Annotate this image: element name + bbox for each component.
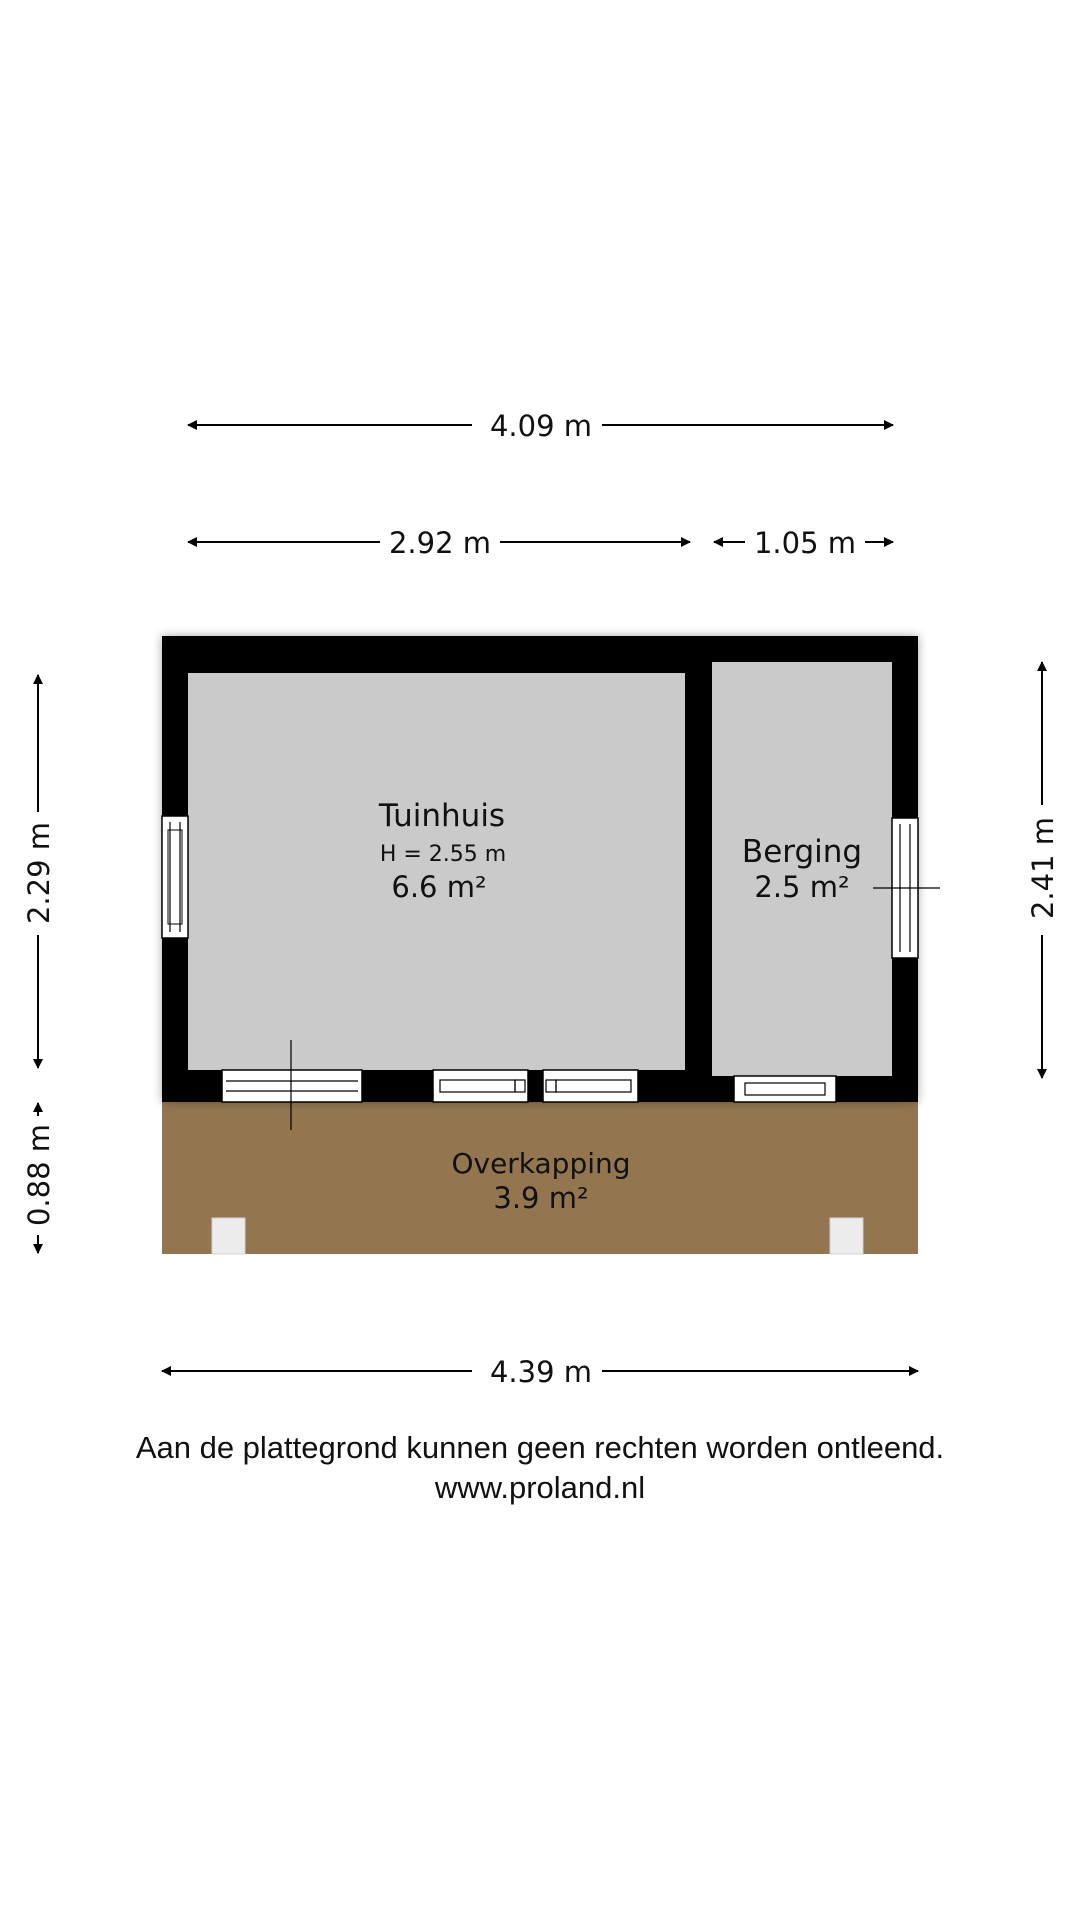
dimension-top-right-label: 1.05 m bbox=[753, 526, 857, 560]
canopy-post-right bbox=[830, 1218, 863, 1254]
dimension-left-upper-label: 2.29 m bbox=[22, 821, 56, 925]
room-berging-name: Berging bbox=[741, 834, 863, 870]
dimension-right-label: 2.41 m bbox=[1026, 816, 1060, 920]
door-tuinhuis bbox=[222, 1070, 362, 1102]
room-berging-area: 2.5 m² bbox=[754, 870, 850, 904]
room-overkapping-name: Overkapping bbox=[451, 1147, 631, 1180]
canopy-post-left bbox=[212, 1218, 245, 1254]
dimension-right bbox=[1026, 662, 1060, 1078]
window-berging-front bbox=[734, 1076, 836, 1102]
dimension-top-right bbox=[714, 526, 893, 560]
dimension-left-lower bbox=[22, 1103, 56, 1253]
room-tuinhuis-area: 6.6 m² bbox=[391, 870, 487, 904]
room-overkapping-area: 3.9 m² bbox=[493, 1181, 589, 1215]
dimension-bottom bbox=[162, 1355, 918, 1389]
disclaimer-text: Aan de plattegrond kunnen geen rechten worden ontleend. bbox=[135, 1430, 945, 1465]
dimension-left-lower-label: 0.88 m bbox=[22, 1123, 56, 1227]
dimension-bottom-label: 4.39 m bbox=[489, 1355, 593, 1389]
dimension-top-left bbox=[188, 526, 690, 560]
dimension-top-total bbox=[188, 409, 893, 443]
dimension-left-upper bbox=[22, 675, 56, 1068]
window-front-2 bbox=[543, 1070, 638, 1102]
room-tuinhuis-name: Tuinhuis bbox=[378, 798, 506, 834]
room-tuinhuis-height: H = 2.55 m bbox=[379, 842, 507, 867]
dimension-top-total-label: 4.09 m bbox=[489, 409, 593, 443]
window-left bbox=[162, 816, 188, 938]
website-text: www.proland.nl bbox=[434, 1470, 646, 1505]
dimension-top-left-label: 2.92 m bbox=[388, 526, 492, 560]
window-front-1 bbox=[433, 1070, 528, 1102]
